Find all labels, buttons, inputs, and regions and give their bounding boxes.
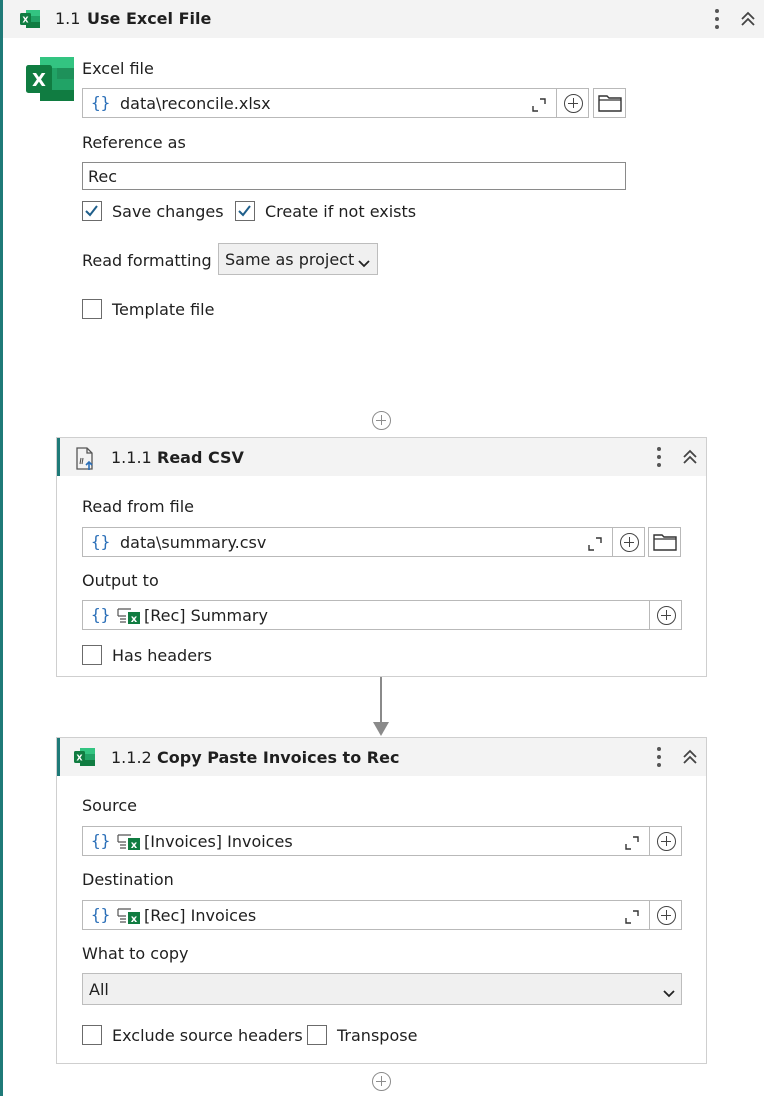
save-changes-label: Save changes [112,202,224,221]
svg-text:x: x [130,914,138,925]
svg-text:X: X [32,70,46,91]
has-headers-label: Has headers [112,646,212,665]
excel-file-input[interactable] [82,88,589,118]
transpose-checkbox[interactable] [307,1025,327,1045]
step-number: 1.1.2 [111,748,152,767]
browse-folder-button[interactable] [648,527,681,557]
folder-icon [653,533,677,555]
template-file-label: Template file [112,300,215,319]
expression-braces-icon: {} [91,532,111,551]
destination-input[interactable] [82,900,682,930]
read-from-file-input[interactable] [82,527,645,557]
create-if-not-exists-checkbox[interactable] [235,201,255,221]
has-headers-checkbox[interactable] [82,645,102,665]
destination-value: [Rec] Invoices [144,906,257,925]
expand-icon[interactable] [588,536,602,550]
read-formatting-label: Read formatting [82,251,212,270]
transpose-label: Transpose [337,1026,418,1045]
excel-file-value: data\reconcile.xlsx [120,94,271,113]
chevron-down-icon [663,984,675,1003]
chevron-double-up-icon[interactable] [739,10,757,28]
save-changes-checkbox[interactable] [82,201,102,221]
step-header-read-csv[interactable] [57,438,706,476]
more-vertical-icon[interactable] [656,447,662,467]
source-label: Source [82,796,137,815]
excel-sheet-icon [117,907,141,929]
excel-icon [19,9,41,33]
more-vertical-icon[interactable] [656,747,662,767]
step-title: Use Excel File [87,9,212,28]
add-circle-icon[interactable] [657,832,676,851]
read-formatting-value: Same as project [225,250,355,269]
flow-arrow-icon [373,722,389,736]
add-circle-icon[interactable] [620,533,639,552]
what-to-copy-value: All [89,980,109,999]
csv-file-icon [74,447,96,475]
more-vertical-icon[interactable] [714,9,720,29]
excel-icon [73,747,97,771]
svg-text:X: X [76,753,83,763]
chevron-down-icon [358,254,370,273]
excel-icon [24,55,76,107]
read-from-file-label: Read from file [82,497,194,516]
read-formatting-dropdown[interactable] [218,243,378,275]
expand-icon[interactable] [625,909,639,923]
destination-label: Destination [82,870,174,889]
expression-braces-icon: {} [91,93,111,112]
output-to-input[interactable] [82,600,682,630]
chevron-double-up-icon[interactable] [681,448,699,466]
output-to-label: Output to [82,571,159,590]
add-circle-icon[interactable] [564,94,583,113]
add-circle-icon[interactable] [657,606,676,625]
svg-text:x: x [130,614,138,625]
reference-as-value: Rec [88,167,118,186]
step-title: Copy Paste Invoices to Rec [157,748,400,767]
svg-text:X: X [22,15,29,25]
add-step-button[interactable] [372,1072,391,1091]
chevron-double-up-icon[interactable] [681,748,699,766]
flow-connector-line [380,677,382,725]
excel-sheet-icon [117,607,141,629]
reference-as-input[interactable] [82,162,626,190]
step-card-read-csv [56,437,707,677]
source-input[interactable] [82,826,682,856]
excel-file-label: Excel file [82,59,154,78]
what-to-copy-dropdown[interactable] [82,973,682,1005]
add-step-button[interactable] [372,411,391,430]
svg-text:x: x [130,840,138,851]
output-to-value: [Rec] Summary [144,606,268,625]
step-number: 1.1.1 [111,448,152,467]
step-header-copy-paste[interactable] [57,738,706,776]
step-header-use-excel-file[interactable] [3,0,764,38]
browse-folder-button[interactable] [593,88,626,118]
what-to-copy-label: What to copy [82,944,189,963]
expand-icon[interactable] [625,835,639,849]
folder-icon [598,94,622,116]
expression-braces-icon: {} [91,905,111,924]
exclude-source-headers-checkbox[interactable] [82,1025,102,1045]
excel-sheet-icon [117,833,141,855]
exclude-source-headers-label: Exclude source headers [112,1026,303,1045]
create-if-not-exists-label: Create if not exists [265,202,417,221]
add-circle-icon[interactable] [657,906,676,925]
step-number: 1.1 [55,9,81,28]
source-value: [Invoices] Invoices [144,832,293,851]
reference-as-label: Reference as [82,133,186,152]
expand-icon[interactable] [532,97,546,111]
read-from-file-value: data\summary.csv [120,533,267,552]
expression-braces-icon: {} [91,605,111,624]
step-title: Read CSV [157,448,244,467]
left-accent-bar [0,0,3,1096]
expression-braces-icon: {} [91,831,111,850]
template-file-checkbox[interactable] [82,299,102,319]
